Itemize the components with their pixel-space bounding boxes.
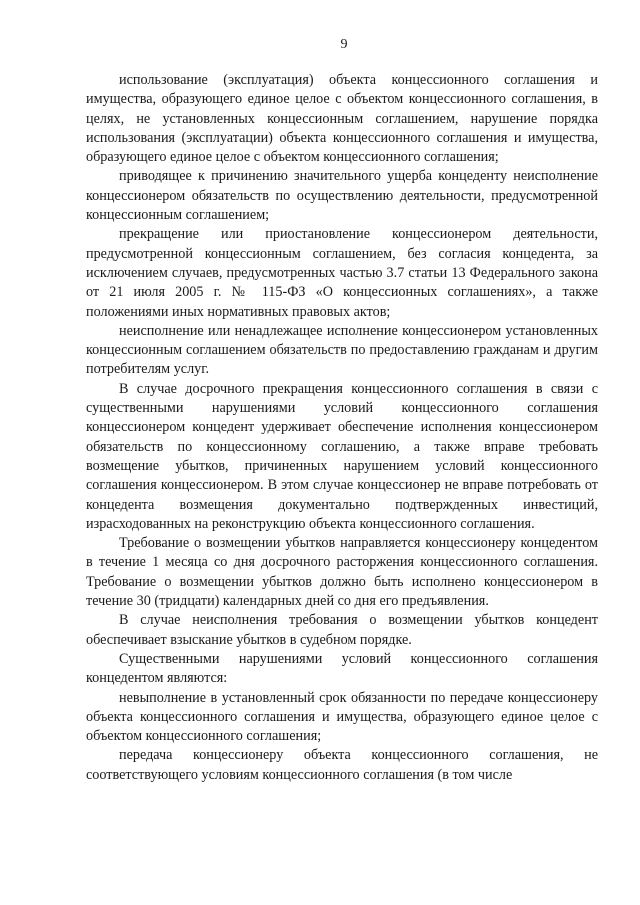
paragraph: В случае неисполнения требования о возмещении убытков концедент обеспечивает взыскание убытков в судебном порядке.: [86, 612, 598, 648]
paragraph: Существенными нарушениями условий концессионного соглашения концедентом являются:: [86, 650, 598, 687]
paragraph: В случае досрочного прекращения концессионного соглашения в связи с существенными нарушениями условий концессионного соглашения концессионером концедент удерживает обеспечение исполнения концессионером обязательств по концессионному соглашению, а также вправе требовать возмещение убытков, причиненных нарушением условий концессионного соглашения концессионером. В этом случае концессионер не вправе потребовать от концедента возмещения документально подтвержденных инвестиций, израсходованных на реконструкцию объекта концессионного соглашения.: [86, 380, 598, 532]
paragraph: использование (эксплуатация) объекта концессионного соглашения и имущества, образующего единое целое с объектом концессионного соглашения, в целях, не установленных концессионным соглашением, нарушение порядка использования (эксплуатации) объекта концессионного соглашения и имущества, образующего единое целое с объектом концессионного соглашения;: [86, 72, 598, 166]
paragraph: передача концессионеру объекта концессионного соглашения, не соответствующего условиям концессионного соглашения (в том числе: [86, 747, 598, 783]
document-body: [86, 71, 598, 785]
paragraph: прекращение или приостановление концессионером деятельности, предусмотренной концессионным соглашением, без согласия концедента, за исключением случаев, предусмотренных частью 3.7 статьи 13 Федерального закона от 21 июля 2005 г. № 115-ФЗ «О концессионных соглашениях», а также положениями иных нормативных правовых актов;: [86, 226, 598, 320]
paragraph: невыполнение в установленный срок обязанности по передаче концессионеру объекта концессионного соглашения и имущества, образующего единое целое с объектом концессионного соглашения;: [86, 689, 598, 745]
paragraph: неисполнение или ненадлежащее исполнение концессионером установленных концессионным соглашением обязательств по предоставлению гражданам и другим потребителям услуг.: [86, 322, 598, 378]
paragraph: Требование о возмещении убытков направляется концессионеру концедентом в течение 1 месяца со дня досрочного расторжения концессионного соглашения. Требование о возмещении убытков должно быть исполнено концессионером в течение 30 (тридцати) календарных дней со дня его предъявления.: [86, 535, 598, 610]
paragraph: приводящее к причинению значительного ущерба концеденту неисполнение концессионером обязательств по осуществлению деятельности, предусмотренной концессионным соглашением;: [86, 168, 598, 224]
page-number: 9: [340, 37, 348, 52]
